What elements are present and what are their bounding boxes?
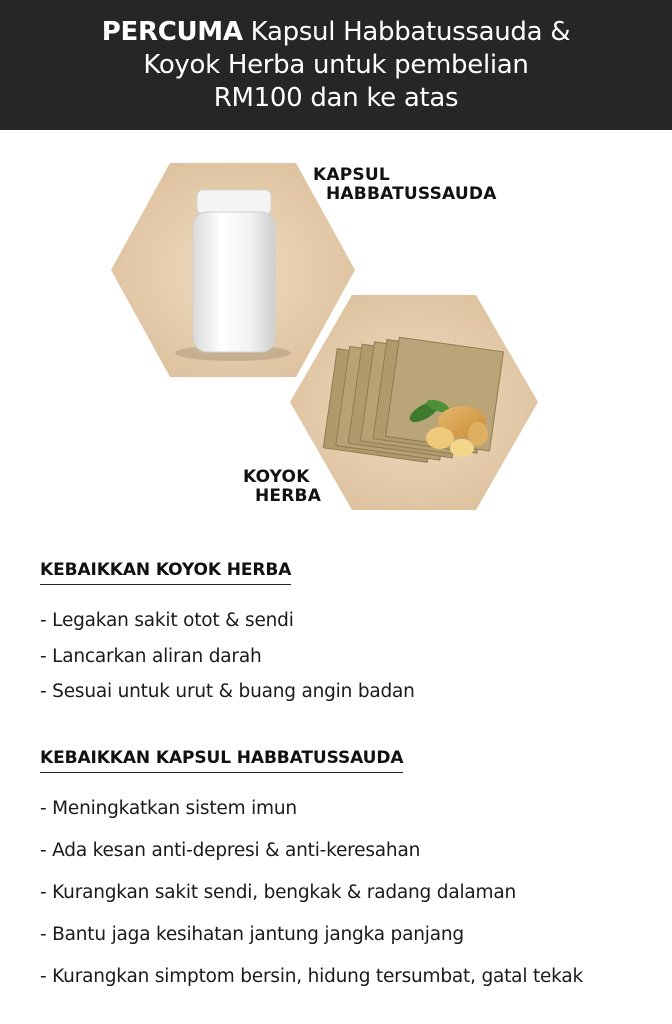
patch-label-line1: KOYOK xyxy=(243,467,310,487)
banner-line-2: Koyok Herba untuk pembelian xyxy=(143,49,529,80)
capsule-label-line1: KAPSUL xyxy=(313,165,390,185)
koyok-benefits-title: KEBAIKKAN KOYOK HERBA xyxy=(40,560,291,585)
promo-banner xyxy=(0,0,672,130)
banner-highlight: PERCUMA xyxy=(101,16,243,47)
banner-line-1-rest: Kapsul Habbatussauda & xyxy=(242,16,571,47)
product-showcase xyxy=(0,130,672,530)
list-item: - Lancarkan aliran darah xyxy=(40,646,262,667)
list-item: - Kurangkan simptom bersin, hidung tersumbat, gatal tekak xyxy=(40,966,584,987)
list-item: - Legakan sakit otot & sendi xyxy=(40,610,294,631)
patch-hexagon xyxy=(290,295,538,510)
patch-label xyxy=(243,468,321,506)
capsule-label-line2: HABBATUSSAUDA xyxy=(326,184,497,204)
capsule-label xyxy=(313,166,497,204)
patch-label-line2: HERBA xyxy=(255,486,322,506)
list-item: - Kurangkan sakit sendi, bengkak & radang dalaman xyxy=(40,882,517,903)
herbal-patch-icon xyxy=(323,329,503,471)
banner-line-3: RM100 dan ke atas xyxy=(213,82,459,113)
banner-line-1 xyxy=(102,16,570,49)
list-item: - Sesuai untuk urut & buang angin badan xyxy=(40,681,415,702)
list-item: - Bantu jaga kesihatan jantung jangka panjang xyxy=(40,924,464,945)
kapsul-benefits-title: KEBAIKKAN KAPSUL HABBATUSSAUDA xyxy=(40,748,403,773)
list-item: - Ada kesan anti-depresi & anti-keresahan xyxy=(40,840,421,861)
list-item: - Meningkatkan sistem imun xyxy=(40,798,297,819)
